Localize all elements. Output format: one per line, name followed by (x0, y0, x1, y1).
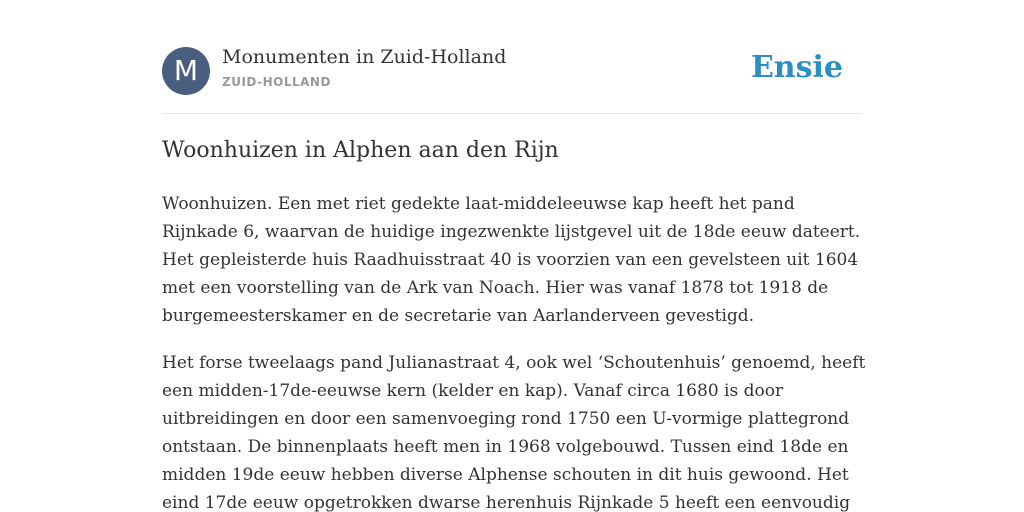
text-line: Het forse tweelaags pand Julianastraat 4, ook wel ‘Schoutenhuis’ genoemd, heeft (162, 353, 866, 373)
divider (162, 113, 862, 114)
text-line: Rijnkade 6, waarvan de huidige ingezwenkte lijstgevel uit de 18de eeuw dateert. (162, 222, 861, 242)
text-line: een midden-17de-eeuwse kern (kelder en kap). Vanaf circa 1680 is door (162, 381, 784, 401)
text-line: Het gepleisterde huis Raadhuisstraat 40 is voorzien van een gevelsteen uit 1604 (162, 250, 859, 270)
text-line: met een voorstelling van de Ark van Noach. Hier was vanaf 1878 tot 1918 de (162, 278, 829, 298)
paragraph-2 (162, 349, 872, 512)
text-line: eind 17de eeuw opgetrokken dwarse herenhuis Rijnkade 5 heeft een eenvoudig (162, 493, 851, 512)
text-line: midden 19de eeuw hebben diverse Alphense schouten in dit huis gewoond. Het (162, 465, 849, 485)
paragraph-1 (162, 190, 872, 330)
category-title[interactable]: Monumenten in Zuid-Holland (222, 46, 507, 68)
text-line: burgemeesterskamer en de secretarie van Aarlanderveen gevestigd. (162, 306, 755, 326)
article-heading: Woonhuizen in Alphen aan den Rijn (162, 138, 559, 163)
text-line: ontstaan. De binnenplaats heeft men in 1968 volgebouwd. Tussen eind 18de en (162, 437, 849, 457)
article-body (162, 190, 872, 512)
category-subtitle: ZUID-HOLLAND (222, 75, 331, 89)
header (162, 46, 862, 96)
text-line: uitbreidingen en door een samenvoeging rond 1750 een U-vormige plattegrond (162, 409, 850, 429)
brand-logo[interactable]: Ensie (750, 50, 843, 85)
text-line: Woonhuizen. Een met riet gedekte laat-middeleeuwse kap heeft het pand (162, 194, 795, 214)
avatar[interactable]: M (162, 47, 210, 95)
